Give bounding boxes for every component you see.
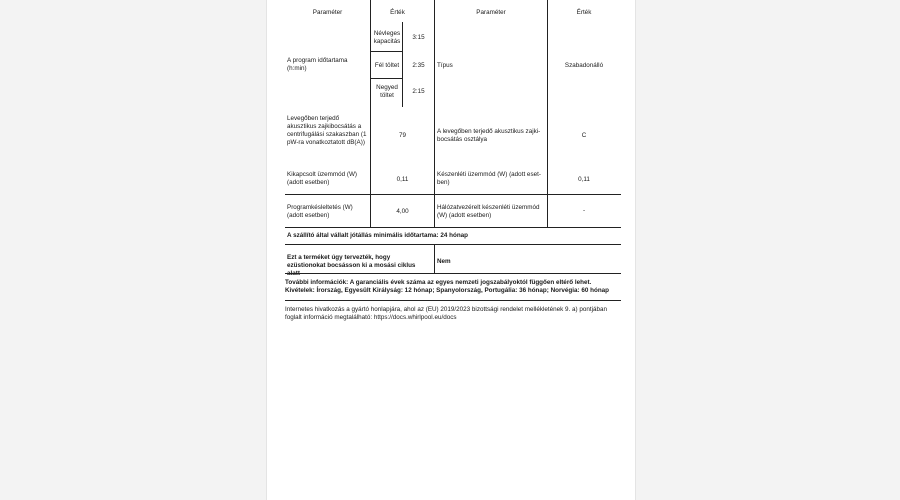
networked-standby-value: - [582,207,586,214]
delay-start-value: 4,00 [396,208,409,215]
header-value-1: Érték [390,9,405,16]
type-value: Szabadonálló [564,62,604,69]
row-divider [285,194,621,195]
standby-label: Készenléti üzemmód (W) (adott esetben) [437,171,541,187]
warranty-text: A szállító által vállalt jótállás minimális időtartama: 24 hónap [287,232,469,239]
document-page [266,0,636,500]
noise-class-value: C [581,132,587,139]
program-sub-label-half: Fél töltet [374,62,400,69]
program-duration-label: A program időtartama (h:min) [287,57,348,73]
internet-link-text: Internetes hivatkozás a gyártó honlapjára, ahol az (EU) 2019/2023 bizottsági rendelet mellékletének 9. a) pontjában foglalt információ megtalálható: https://docs.whirlpool.eu/docs [285,306,608,322]
networked-standby-label: Hálózatvezérelt készenléti üzemmód (W) (adott esetben) [437,204,540,220]
further-info-text: További információk: A garanciális évek száma az egyes nemzeti jogszabályoktól függően eltérő lehet. Kivételek: Írország, Egyesült Királyság: 12 hónap; Spanyolország, Portugália: 36 hónap; Norvégia: 60 hónap [285,279,610,295]
type-label: Típus [437,62,453,69]
sub-column-divider [402,22,403,107]
row-divider [285,273,621,274]
noise-class-label: A levegőben terjedő akusztikus zajkibocsátás osztálya [437,128,541,144]
silver-ions-value: Nem [437,258,451,265]
row-divider [285,300,621,301]
row-divider [285,227,621,228]
program-sub-label-nominal: Névleges kapacitás [373,30,401,46]
standby-value: 0,11 [578,176,590,183]
delay-start-label: Programkésleltetés (W) (adott esetben) [287,204,353,220]
sub-row-divider [371,78,403,79]
noise-value: 79 [398,132,406,139]
program-sub-value-nominal: 3:15 [412,34,425,41]
program-sub-value-quarter: 2:15 [412,88,425,95]
sub-row-divider [371,51,403,52]
program-sub-label-quarter: Negyed töltet [376,84,398,100]
silver-ions-label: Ezt a terméket úgy tervezték, hogy ezüstionokat bocsásson ki a mosási ciklus alatt [287,254,416,278]
off-mode-label: Kikapcsolt üzemmód (W) (adott esetben) [287,171,357,187]
noise-label: Levegőben terjedő akusztikus zajkibocsátás a centrifugálási szakaszban (1 pW-ra vonatkoztatott dB(A)) [287,115,367,147]
column-divider [434,244,435,273]
program-sub-value-half: 2:35 [412,62,425,69]
header-value-2: Érték [576,9,592,16]
off-mode-value: 0,11 [396,176,409,183]
header-parameter-1: Paraméter [312,9,343,16]
row-divider [285,244,621,245]
header-parameter-2: Paraméter [476,9,506,16]
